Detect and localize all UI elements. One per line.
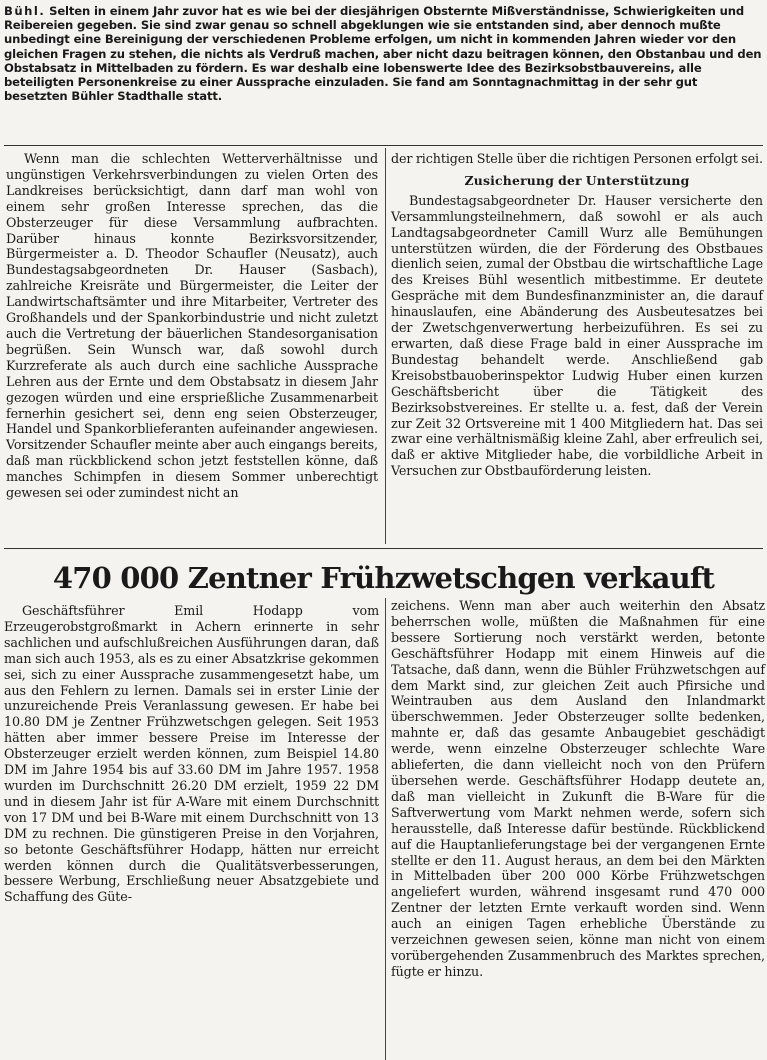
col3-paragraph: Geschäftsführer Emil Hodapp vom Erzeugerobstgroßmarkt in Achern erinnerte in sehr sachlichen und aufschlußreichen Ausführungen daran, daß man sich auch 1953, als es zu einer Absatzkrise gekommen sei, sich zu einer Aussprache zusammengesetzt habe, um aus den Fehlern zu lernen. Damals sei in erster Linie der unzureichende Preis Veranlassung gewesen. Er habe bei 10.80 DM je Zentner Frühzwetschgen gelegen. Seit 1953 hätten aber immer bessere Preise im Interesse der Obsterzeuger erzielt werden können, zum Beispiel 14.80 DM im Jahre 1954 bis auf 33.60 DM im Jahre 1957. 1958 wurden im Durchschnitt 26.20 DM erzielt, 1959 22 DM und in diesem Jahr ist für A-Ware mit einem Durchschnitt von 17 DM und bei B-Ware mit einem Durchschnitt von 13 DM zu rechnen. Die günstigeren Preise in den Vorjahren, so betonte Geschäftsführer Hodapp, hätten nur erreicht werden können durch die Qualitätsverbesserungen, bessere Werbung, Erschließung neuer Absatzgebiete und Schaffung des Güte- bbox=[4, 603, 379, 905]
col2-paragraph-2: Bundestagsabgeordneter Dr. Hauser versicherte den Versammlungsteilnehmern, daß sowohl er als auch Landtagsabgeordneter Camill Wurz alle Bemühungen unterstützen würden, die der Förderung des Obstbaues dienlich seien, zumal der Obstbau die wirtschaftliche Lage des Kreises Bühl wesentlich mitbestimme. Er deutete Gespräche mit dem Bundesfinanzminister an, die darauf hinauslaufen, eine Abänderung des Ausbeutesatzes bei der Zwetschgenverwertung herbeizuführen. Es sei zu erwarten, daß diese Frage bald in einer Aussprache im Bundestag behandelt werde. Anschließend gab Kreisobstbauoberinspektor Ludwig Huber einen kurzen Geschäftsbericht über die Tätigkeit des Bezirksobstvereines. Er stellte u. a. fest, daß der Verein zur Zeit 32 Ortsvereine mit 1 400 Mitgliedern hat. Das sei zwar eine verhältnismäßig kleine Zahl, aber erfreulich sei, daß er aktive Mitglieder habe, die vorbildliche Arbeit in Versuchen zur Obstbauförderung leisten. bbox=[391, 192, 763, 479]
lead-paragraph bbox=[4, 4, 763, 103]
column-3 bbox=[4, 603, 379, 905]
column-4 bbox=[391, 598, 765, 980]
column-1 bbox=[6, 151, 378, 501]
subheading: Zusicherung der Unterstützung bbox=[464, 172, 690, 188]
col4-paragraph: zeichens. Wenn man aber auch weiterhin den Absatz beherrschen wolle, müßten die Maßnahmen für eine bessere Sortierung noch verstärkt werden, betonte Geschäftsführer Hodapp mit einem Hinweis auf die Tatsache, daß dann, wenn die Bühler Frühzwetschgen auf dem Markt sind, zur gleichen Zeit auch Pfirsiche und Weintrauben aus dem Ausland den Inlandmarkt überschwemmen. Jeder Obsterzeuger sollte bedenken, mahnte er, daß das gesamte Anbaugebiet geschädigt werde, wenn einzelne Obsterzeuger schlechte Ware ablieferten, die dann vielleicht noch von den Prüfern übersehen werde. Geschäftsführer Hodapp deutete an, daß man vielleicht in Zukunft die B-Ware für die Saftverwertung vom Markt nehmen werde, sofern sich herausstelle, daß Interesse dafür bestünde. Rückblickend auf die Hauptanlieferungstage bei der vergangenen Ernte stellte er den 11. August heraus, an dem bei den Märkten in Mittelbaden über 200 000 Körbe Frühzwetschgen angeliefert wurden, während insgesamt rund 470 000 Zentner der letzten Ernte verkauft worden sind. Wenn auch an einigen Tagen erhebliche Überstände zu verzeichnen gewesen seien, könne man nicht von einem vorübergehenden Zusammenbruch des Marktes sprechen, fügte er hinzu. bbox=[391, 598, 765, 979]
column-divider-bottom bbox=[385, 598, 386, 1060]
dateline-place: Bühl. bbox=[4, 4, 46, 18]
headline-divider bbox=[4, 548, 763, 549]
lead-text: Selten in einem Jahr zuvor hat es wie bei der diesjährigen Obsternte Mißverständnisse, Schwierigkeiten und Reibereien gegeben. Sie sind zwar genau so schnell abgeklungen wie sie entstanden sind, aber dennoch mußte unbedingt eine Bereinigung der verschiedenen Probleme erfolgen, um nicht in kommenden Jahren wieder vor den gleichen Fragen zu stehen, die nichts als Verdruß machen, aber nicht dazu beitragen können, den Obstanbau und den Obstabsatz in Mittelbaden zu fördern. Es war deshalb eine lobenswerte Idee des Bezirksobstbauvereins, alle beteiligten Personenkreise zu einer Aussprache einzuladen. Sie fand am Sonntagnachmittag in der sehr gut besetzten Bühler Stadthalle statt. bbox=[4, 4, 762, 104]
top-divider bbox=[4, 145, 763, 146]
column-2 bbox=[391, 151, 763, 479]
headline: 470 000 Zentner Frühzwetschgen verkauft bbox=[52, 561, 715, 595]
column-divider-top bbox=[385, 148, 386, 544]
col2-paragraph-1: der richtigen Stelle über die richtigen Personen erfolgt sei. bbox=[391, 151, 763, 166]
col1-paragraph: Wenn man die schlechten Wetterverhältnisse und ungünstigen Verkehrsverbindungen zu vielen Orten des Landkreises berücksichtigt, dann darf man wohl von einem sehr großen Interesse sprechen, das die Obsterzeuger für diese Versammlung aufbrachten. Darüber hinaus konnte Bezirksvorsitzender, Bürgermeister a. D. Theodor Schaufler (Neusatz), auch Bundestagsabgeordneten Dr. Hauser (Sasbach), zahlreiche Kreisräte und Bürgermeister, die Leiter der Landwirtschaftsämter und ihre Mitarbeiter, Vertreter des Großhandels und der Spankorbindustrie und nicht zuletzt auch die Vertretung der bäuerlichen Standesorganisation begrüßen. Sein Wunsch war, daß sowohl durch Kurzreferate als auch durch eine sachliche Aussprache Lehren aus der Ernte und dem Obstabsatz in diesem Jahr gezogen würden und eine ersprießliche Zusammenarbeit fernerhin gesichert sei, denn eng seien Obsterzeuger, Handel und Spankorblieferanten aufeinander angewiesen. Vorsitzender Schaufler meinte aber auch eingangs bereits, daß man rückblickend schon jetzt feststellen könne, daß manches Schimpfen in diesem Sommer unberechtigt gewesen sei oder zumindest nicht an bbox=[6, 151, 378, 501]
